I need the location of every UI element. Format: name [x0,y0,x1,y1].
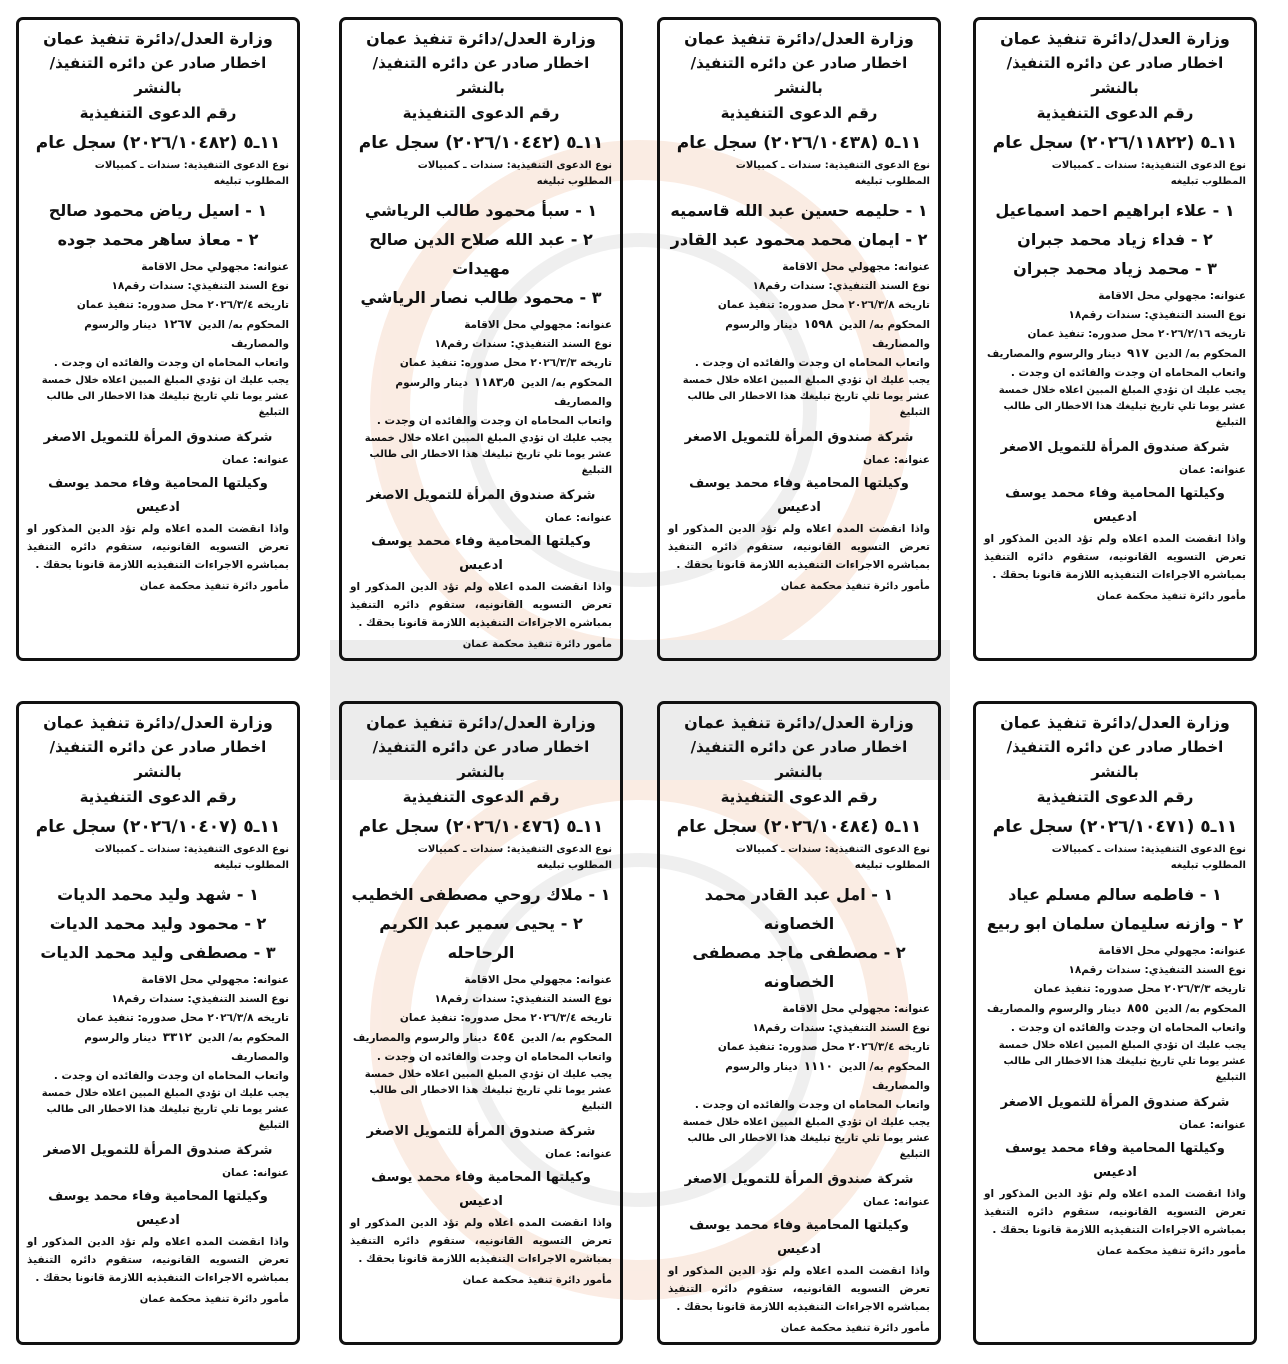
judgment-amount: ١٢٦٧ [162,317,192,331]
address-line: عنوانه: مجهولي محل الاقامة [141,974,289,986]
bond-type: نوع السند التنفيذي: سندات رقم١٨ [752,280,930,292]
payment-warning: يجب عليك ان تؤدي المبلغ المبين اعلاه خلال خمسة عشر يوما تلي تاريخ تبليغك هذا الاخطار الى طالب التبليغ [364,433,612,476]
bond-type: نوع السند التنفيذي: سندات رقم١٨ [111,993,289,1005]
case-type: نوع الدعوى التنفيذية: سندات ـ كمبيالات [735,844,930,855]
party-name: ١ - علاء ابراهيم احمد اسماعيل [995,201,1235,220]
fees-line: واتعاب المحاماه ان وجدت والفائده ان وجدت . [694,1099,930,1111]
fees-line: واتعاب المحاماه ان وجدت والفائده ان وجدت . [1010,1022,1246,1034]
case-number-label: رقم الدعوى التنفيذية [402,788,560,806]
judgment-prefix: المحكوم به/ الدين [198,1032,289,1044]
party-name: ٣ - محمود طالب نصار الرياشي [360,288,602,307]
issue-date-line [350,354,612,373]
judgment-line [27,1028,289,1067]
officer-signature: مأمور دائرة تنفيذ محكمة عمان [462,1275,612,1286]
party-name: ٣ - مصطفى وليد محمد الديات [40,943,276,962]
issue-date: تاريخه ٢٠٢٦/٣/٤ [530,1012,612,1024]
judgment-suffix: دينار والرسوم والمصاريف [725,1061,930,1092]
payment-warning: يجب عليك ان تؤدي المبلغ المبين اعلاه خلال خمسة عشر يوما تلي تاريخ تبليغك هذا الاخطار الى طالب التبليغ [364,1069,612,1112]
fees-line: واتعاب المحاماه ان وجدت والفائده ان وجدت . [53,1070,289,1082]
ministry-heading: وزارة العدل/دائرة تنفيذ عمان [43,29,273,48]
judgment-amount: ٣٣١٢ [162,1030,192,1044]
fees-line: واتعاب المحاماه ان وجدت والفائده ان وجدت . [53,357,289,369]
judgment-line [668,1057,930,1096]
party-name: ١ - اسيل رياض محمود صالح [48,201,268,220]
company-name: شركة صندوق المرأة للتمويل الاصغر [1000,440,1230,455]
payment-warning: يجب عليك ان تؤدي المبلغ المبين اعلاه خلال خمسة عشر يوما تلي تاريخ تبليغك هذا الاخطار الى طالب التبليغ [998,385,1246,428]
fees-line: واتعاب المحاماه ان وجدت والفائده ان وجدت . [376,1051,612,1063]
judgment-amount: ٤٥٤ [493,1030,515,1044]
case-number-label: رقم الدعوى التنفيذية [79,788,237,806]
notice-card [973,701,1257,1345]
judgment-suffix: دينار والرسوم والمصاريف [725,319,930,350]
issue-place: محل صدوره: تنفيذ عمان [399,1012,527,1024]
party-list [27,880,289,967]
issue-date: تاريخه ٢٠٢٦/٣/٣ [1164,983,1246,995]
notice-card [657,701,941,1345]
notice-source: اخطار صادر عن دائره التنفيذ/ بالنشر [49,54,267,97]
party-name: ٢ - عبد الله صلاح الدين صالح مهيدات [369,230,593,278]
case-number-label: رقم الدعوى التنفيذية [1036,104,1194,122]
company-name: شركة صندوق المرأة للتمويل الاصغر [1000,1095,1230,1110]
final-warning: واذا انقضت المده اعلاه ولم تؤد الدين المذكور او تعرض التسويه القانونيه، ستقوم دائره التنفيذ بمباشره الاجراءات التنفيذيه اللازمة قانونا بحقك . [984,1188,1246,1236]
issue-place: محل صدوره: تنفيذ عمان [717,1041,845,1053]
company-address: عنوانه: عمان [1179,464,1246,476]
notice-source: اخطار صادر عن دائره التنفيذ/ بالنشر [690,738,908,781]
issue-date: تاريخه ٢٠٢٦/٣/٨ [848,299,930,311]
issue-place: محل صدوره: تنفيذ عمان [399,357,527,369]
judgment-prefix: المحكوم به/ الدين [521,377,612,389]
case-type: نوع الدعوى التنفيذية: سندات ـ كمبيالات [1051,160,1246,171]
ministry-heading: وزارة العدل/دائرة تنفيذ عمان [366,29,596,48]
lawyer-name: وكيلتها المحامية وفاء محمد يوسف ادعيس [371,534,591,573]
officer-signature: مأمور دائرة تنفيذ محكمة عمان [1096,1246,1246,1257]
fees-line: واتعاب المحاماه ان وجدت والفائده ان وجدت . [694,357,930,369]
ministry-heading: وزارة العدل/دائرة تنفيذ عمان [43,713,273,732]
issue-place: محل صدوره: تنفيذ عمان [1027,328,1155,340]
notice-source: اخطار صادر عن دائره التنفيذ/ بالنشر [372,738,590,781]
to-notify-label: المطلوب تبليغه [1170,176,1246,187]
issue-date-line [27,1009,289,1028]
payment-warning: يجب عليك ان تؤدي المبلغ المبين اعلاه خلال خمسة عشر يوما تلي تاريخ تبليغك هذا الاخطار الى طالب التبليغ [998,1040,1246,1083]
party-list [668,880,930,996]
judgment-suffix: دينار والرسوم والمصاريف [987,348,1122,360]
notice-source: اخطار صادر عن دائره التنفيذ/ بالنشر [690,54,908,97]
judgment-suffix: دينار والرسوم والمصاريف [353,1032,488,1044]
notice-card [16,701,300,1345]
party-name: ٣ - محمد زياد محمد جبران [1013,259,1217,278]
party-name: ١ - امل عبد القادر محمد الخصاونه [704,885,894,933]
to-notify-label: المطلوب تبليغه [213,860,289,871]
to-notify-label: المطلوب تبليغه [536,176,612,187]
party-list [350,880,612,967]
notice-source: اخطار صادر عن دائره التنفيذ/ بالنشر [1006,54,1224,97]
notice-card [16,17,300,661]
ministry-heading: وزارة العدل/دائرة تنفيذ عمان [366,713,596,732]
case-number: ١١ـ٥ (٢٠٢٦/١٠٤٣٨) سجل عام [676,133,922,153]
judgment-line [668,315,930,354]
final-warning: واذا انقضت المده اعلاه ولم تؤد الدين المذكور او تعرض التسويه القانونيه، ستقوم دائره التنفيذ بمباشره الاجراءات التنفيذيه اللازمة قانونا بحقك . [668,523,930,571]
company-address: عنوانه: عمان [545,512,612,524]
issue-place: محل صدوره: تنفيذ عمان [717,299,845,311]
judgment-suffix: دينار والرسوم والمصاريف [987,1003,1122,1015]
party-name: ٢ - وازنه سليمان سلمان ابو ربيع [986,914,1244,933]
address-line: عنوانه: مجهولي محل الاقامة [782,1003,930,1015]
issue-date: تاريخه ٢٠٢٦/٣/٤ [207,299,289,311]
judgment-line [984,344,1246,364]
company-name: شركة صندوق المرأة للتمويل الاصغر [684,1172,914,1187]
company-name: شركة صندوق المرأة للتمويل الاصغر [684,430,914,445]
issue-place: محل صدوره: تنفيذ عمان [76,299,204,311]
judgment-prefix: المحكوم به/ الدين [1155,348,1246,360]
ministry-heading: وزارة العدل/دائرة تنفيذ عمان [684,29,914,48]
final-warning: واذا انقضت المده اعلاه ولم تؤد الدين المذكور او تعرض التسويه القانونيه، ستقوم دائره التنفيذ بمباشره الاجراءات التنفيذيه اللازمة قانونا بحقك . [668,1265,930,1313]
payment-warning: يجب عليك ان تؤدي المبلغ المبين اعلاه خلال خمسة عشر يوما تلي تاريخ تبليغك هذا الاخطار الى طالب التبليغ [41,375,289,418]
address-line: عنوانه: مجهولي محل الاقامة [1098,290,1246,302]
company-address: عنوانه: عمان [222,1167,289,1179]
company-address: عنوانه: عمان [545,1148,612,1160]
issue-date-line [668,1038,930,1057]
issue-date: تاريخه ٢٠٢٦/٢/١٦ [1158,328,1246,340]
party-list [668,196,930,254]
notice-source: اخطار صادر عن دائره التنفيذ/ بالنشر [1006,738,1224,781]
lawyer-name: وكيلتها المحامية وفاء محمد يوسف ادعيس [1005,1141,1225,1180]
case-type: نوع الدعوى التنفيذية: سندات ـ كمبيالات [94,160,289,171]
judgment-line [27,315,289,354]
issue-date: تاريخه ٢٠٢٦/٣/٤ [848,1041,930,1053]
notice-card [657,17,941,661]
to-notify-label: المطلوب تبليغه [854,860,930,871]
issue-place: محل صدوره: تنفيذ عمان [1033,983,1161,995]
lawyer-name: وكيلتها المحامية وفاء محمد يوسف ادعيس [48,1189,268,1228]
case-number: ١١ـ٥ (٢٠٢٦/١٠٤٨٢) سجل عام [35,133,281,153]
to-notify-label: المطلوب تبليغه [1170,860,1246,871]
judgment-prefix: المحكوم به/ الدين [839,1061,930,1073]
issue-date-line [350,1009,612,1028]
company-address: عنوانه: عمان [863,454,930,466]
judgment-amount: ٨٥٥ [1127,1001,1149,1015]
final-warning: واذا انقضت المده اعلاه ولم تؤد الدين المذكور او تعرض التسويه القانونيه، ستقوم دائره التنفيذ بمباشره الاجراءات التنفيذيه اللازمة قانونا بحقك . [984,533,1246,581]
judgment-line [350,1028,612,1048]
issue-place: محل صدوره: تنفيذ عمان [76,1012,204,1024]
case-number-label: رقم الدعوى التنفيذية [402,104,560,122]
party-name: ١ - فاطمه سالم مسلم عياد [1008,885,1222,904]
address-line: عنوانه: مجهولي محل الاقامة [782,261,930,273]
party-name: ٢ - محمود وليد محمد الديات [49,914,267,933]
notice-card [339,17,623,661]
lawyer-name: وكيلتها المحامية وفاء محمد يوسف ادعيس [689,476,909,515]
notice-card [973,17,1257,661]
case-number-label: رقم الدعوى التنفيذية [79,104,237,122]
final-warning: واذا انقضت المده اعلاه ولم تؤد الدين المذكور او تعرض التسويه القانونيه، ستقوم دائره التنفيذ بمباشره الاجراءات التنفيذيه اللازمة قانونا بحقك . [350,1217,612,1265]
case-type: نوع الدعوى التنفيذية: سندات ـ كمبيالات [1051,844,1246,855]
company-name: شركة صندوق المرأة للتمويل الاصغر [43,1143,273,1158]
case-number-label: رقم الدعوى التنفيذية [1036,788,1194,806]
issue-date-line [984,325,1246,344]
address-line: عنوانه: مجهولي محل الاقامة [1098,945,1246,957]
ministry-heading: وزارة العدل/دائرة تنفيذ عمان [684,713,914,732]
lawyer-name: وكيلتها المحامية وفاء محمد يوسف ادعيس [371,1170,591,1209]
officer-signature: مأمور دائرة تنفيذ محكمة عمان [462,639,612,650]
judgment-line [984,999,1246,1019]
party-list [984,196,1246,283]
case-number: ١١ـ٥ (٢٠٢٦/١٠٤٨٤) سجل عام [676,817,922,837]
company-address: عنوانه: عمان [1179,1119,1246,1131]
lawyer-name: وكيلتها المحامية وفاء محمد يوسف ادعيس [48,476,268,515]
notice-card [339,701,623,1345]
party-list [350,196,612,312]
judgment-amount: ١١٨٣٫٥ [473,375,515,389]
case-type: نوع الدعوى التنفيذية: سندات ـ كمبيالات [735,160,930,171]
party-name: ٢ - معاذ ساهر محمد جوده [57,230,259,249]
company-address: عنوانه: عمان [863,1196,930,1208]
judgment-prefix: المحكوم به/ الدين [839,319,930,331]
party-name: ١ - سبأ محمود طالب الرياشي [364,201,598,220]
ministry-heading: وزارة العدل/دائرة تنفيذ عمان [1000,29,1230,48]
to-notify-label: المطلوب تبليغه [854,176,930,187]
officer-signature: مأمور دائرة تنفيذ محكمة عمان [1096,591,1246,602]
address-line: عنوانه: مجهولي محل الاقامة [464,974,612,986]
issue-date-line [984,980,1246,999]
bond-type: نوع السند التنفيذي: سندات رقم١٨ [111,280,289,292]
company-name: شركة صندوق المرأة للتمويل الاصغر [43,430,273,445]
party-name: ١ - شهد وليد محمد الديات [57,885,259,904]
to-notify-label: المطلوب تبليغه [536,860,612,871]
payment-warning: يجب عليك ان تؤدي المبلغ المبين اعلاه خلال خمسة عشر يوما تلي تاريخ تبليغك هذا الاخطار الى طالب التبليغ [682,375,930,418]
judgment-amount: ١٥٩٨ [803,317,833,331]
bond-type: نوع السند التنفيذي: سندات رقم١٨ [1068,964,1246,976]
party-name: ١ - ملاك روحي مصطفى الخطيب [351,885,611,904]
address-line: عنوانه: مجهولي محل الاقامة [464,319,612,331]
notice-source: اخطار صادر عن دائره التنفيذ/ بالنشر [372,54,590,97]
judgment-amount: ١١١٠ [803,1059,833,1073]
case-number-label: رقم الدعوى التنفيذية [720,788,878,806]
bond-type: نوع السند التنفيذي: سندات رقم١٨ [434,993,612,1005]
company-name: شركة صندوق المرأة للتمويل الاصغر [366,488,596,503]
officer-signature: مأمور دائرة تنفيذ محكمة عمان [139,581,289,592]
officer-signature: مأمور دائرة تنفيذ محكمة عمان [780,1323,930,1334]
party-list [27,196,289,254]
judgment-suffix: دينار والرسوم والمصاريف [84,1032,289,1063]
company-address: عنوانه: عمان [222,454,289,466]
judgment-prefix: المحكوم به/ الدين [521,1032,612,1044]
issue-date-line [668,296,930,315]
officer-signature: مأمور دائرة تنفيذ محكمة عمان [780,581,930,592]
party-name: ٢ - ايمان محمد محمود عبد القادر [670,230,928,249]
issue-date: تاريخه ٢٠٢٦/٣/٨ [207,1012,289,1024]
case-number: ١١ـ٥ (٢٠٢٦/١٠٤٤٢) سجل عام [358,133,604,153]
case-number: ١١ـ٥ (٢٠٢٦/١٠٤٠٧) سجل عام [35,817,281,837]
final-warning: واذا انقضت المده اعلاه ولم تؤد الدين المذكور او تعرض التسويه القانونيه، ستقوم دائره التنفيذ بمباشره الاجراءات التنفيذيه اللازمة قانونا بحقك . [27,1236,289,1284]
case-number: ١١ـ٥ (٢٠٢٦/١٠٤٧١) سجل عام [992,817,1238,837]
final-warning: واذا انقضت المده اعلاه ولم تؤد الدين المذكور او تعرض التسويه القانونيه، ستقوم دائره التنفيذ بمباشره الاجراءات التنفيذيه اللازمة قانونا بحقك . [27,523,289,571]
case-type: نوع الدعوى التنفيذية: سندات ـ كمبيالات [94,844,289,855]
fees-line: واتعاب المحاماه ان وجدت والفائده ان وجدت . [376,415,612,427]
case-type: نوع الدعوى التنفيذية: سندات ـ كمبيالات [417,160,612,171]
ministry-heading: وزارة العدل/دائرة تنفيذ عمان [1000,713,1230,732]
judgment-line [350,373,612,412]
fees-line: واتعاب المحاماه ان وجدت والفائده ان وجدت . [1010,367,1246,379]
party-name: ٢ - فداء زياد محمد جبران [1017,230,1213,249]
case-type: نوع الدعوى التنفيذية: سندات ـ كمبيالات [417,844,612,855]
party-name: ١ - حليمه حسين عبد الله قاسميه [670,201,928,220]
company-name: شركة صندوق المرأة للتمويل الاصغر [366,1124,596,1139]
final-warning: واذا انقضت المده اعلاه ولم تؤد الدين المذكور او تعرض التسويه القانونيه، ستقوم دائره التنفيذ بمباشره الاجراءات التنفيذيه اللازمة قانونا بحقك . [350,581,612,629]
judgment-prefix: المحكوم به/ الدين [198,319,289,331]
issue-date: تاريخه ٢٠٢٦/٣/٣ [530,357,612,369]
officer-signature: مأمور دائرة تنفيذ محكمة عمان [139,1294,289,1305]
address-line: عنوانه: مجهولي محل الاقامة [141,261,289,273]
party-name: ٢ - مصطفى ماجد مصطفى الخصاونه [692,943,906,991]
bond-type: نوع السند التنفيذي: سندات رقم١٨ [752,1022,930,1034]
notice-source: اخطار صادر عن دائره التنفيذ/ بالنشر [49,738,267,781]
bond-type: نوع السند التنفيذي: سندات رقم١٨ [434,338,612,350]
bond-type: نوع السند التنفيذي: سندات رقم١٨ [1068,309,1246,321]
case-number: ١١ـ٥ (٢٠٢٦/١١٨٢٢) سجل عام [992,133,1238,153]
lawyer-name: وكيلتها المحامية وفاء محمد يوسف ادعيس [689,1218,909,1257]
party-name: ٢ - يحيى سمير عبد الكريم الرحاحله [379,914,583,962]
issue-date-line [27,296,289,315]
payment-warning: يجب عليك ان تؤدي المبلغ المبين اعلاه خلال خمسة عشر يوما تلي تاريخ تبليغك هذا الاخطار الى طالب التبليغ [41,1088,289,1131]
case-number: ١١ـ٥ (٢٠٢٦/١٠٤٧٦) سجل عام [358,817,604,837]
party-list [984,880,1246,938]
to-notify-label: المطلوب تبليغه [213,176,289,187]
judgment-prefix: المحكوم به/ الدين [1155,1003,1246,1015]
lawyer-name: وكيلتها المحامية وفاء محمد يوسف ادعيس [1005,486,1225,525]
judgment-suffix: دينار والرسوم والمصاريف [84,319,289,350]
judgment-amount: ٩١٧ [1127,346,1149,360]
payment-warning: يجب عليك ان تؤدي المبلغ المبين اعلاه خلال خمسة عشر يوما تلي تاريخ تبليغك هذا الاخطار الى طالب التبليغ [682,1117,930,1160]
case-number-label: رقم الدعوى التنفيذية [720,104,878,122]
judgment-suffix: دينار والرسوم والمصاريف [395,377,612,408]
